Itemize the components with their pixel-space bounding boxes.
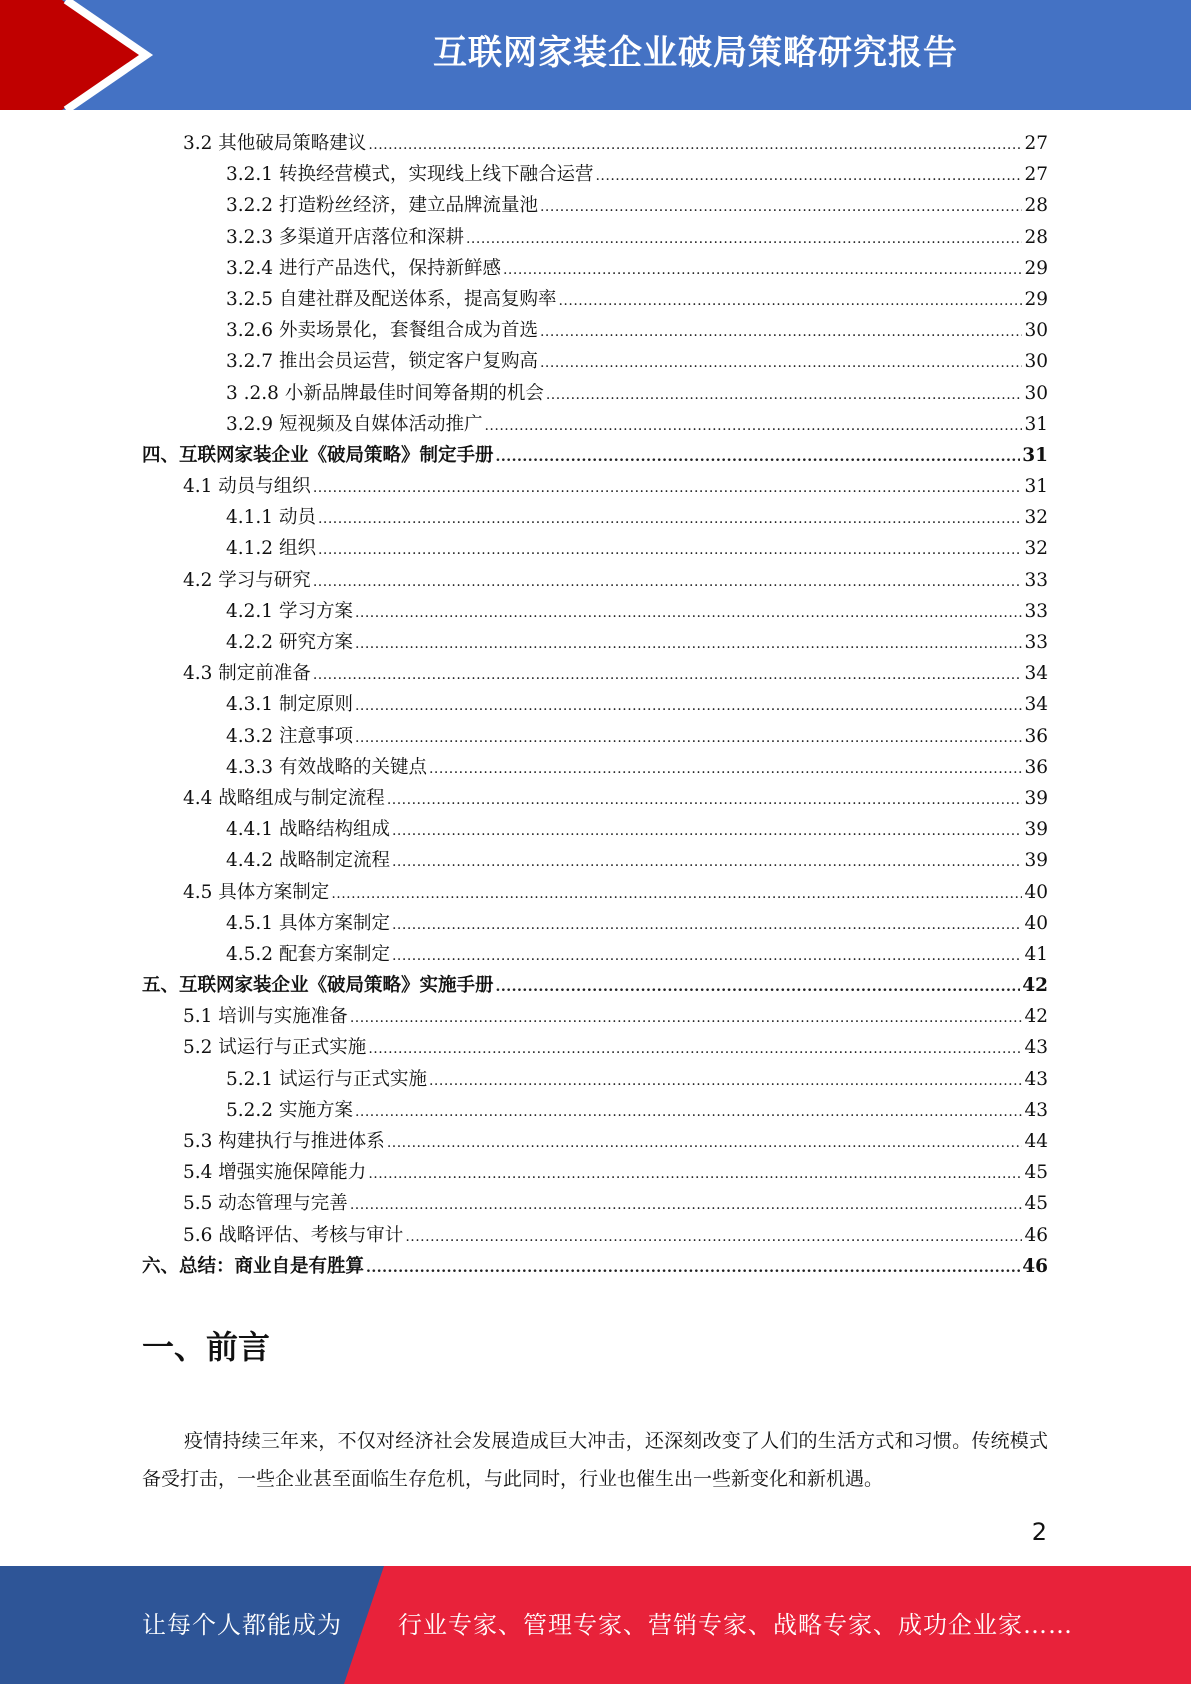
toc-entry-label: 五、互联网家装企业《破局策略》实施手册: [142, 975, 494, 997]
toc-leader-dots: [313, 565, 1023, 598]
toc-entry-page: 40: [1024, 912, 1048, 934]
toc-entry-page: 42: [1024, 1006, 1048, 1028]
toc-entry-page: 33: [1024, 632, 1048, 653]
toc-leader-dots: [368, 128, 1022, 161]
toc-entry[interactable]: [142, 845, 1048, 876]
toc-leader-dots: [540, 346, 1022, 379]
toc-entry-label: 5.2.2 实施方案: [226, 1099, 353, 1121]
toc-entry[interactable]: [142, 471, 1048, 502]
toc-leader-dots: [595, 159, 1022, 192]
toc-entry-page: 45: [1024, 1193, 1048, 1215]
toc-entry-label: 4.1 动员与组织: [183, 476, 311, 498]
toc-entry[interactable]: [142, 128, 1048, 159]
toc-entry[interactable]: [142, 190, 1048, 221]
toc-entry-page: 43: [1024, 1037, 1048, 1059]
toc-entry-label: 5.2 试运行与正式实施: [183, 1037, 367, 1059]
toc-entry-label: 4.1.1 动员: [226, 507, 316, 529]
toc-entry[interactable]: [142, 721, 1048, 752]
toc-entry[interactable]: [142, 440, 1048, 471]
toc-leader-dots: [546, 378, 1023, 411]
toc-entry-page: 46: [1024, 1224, 1048, 1246]
toc-entry-page: 29: [1024, 288, 1048, 310]
toc-entry-label: 4.3.1 制定原则: [226, 694, 353, 716]
toc-entry-label: 4.5.2 配套方案制定: [226, 943, 390, 965]
toc-entry[interactable]: [142, 253, 1048, 284]
toc-leader-dots: [496, 970, 1021, 1003]
toc-entry[interactable]: [142, 533, 1048, 564]
toc-entry[interactable]: [142, 1157, 1048, 1188]
toc-entry-label: 4.1.2 组织: [226, 538, 316, 560]
toc-entry-label: 5.2.1 试运行与正式实施: [226, 1068, 427, 1090]
toc-entry-label: 3.2.3 多渠道开店落位和深耕: [226, 226, 464, 248]
toc-entry-label: 3.2.5 自建社群及配送体系，提高复购率: [226, 288, 557, 310]
toc-entry-page: 36: [1024, 725, 1048, 747]
toc-entry-label: 3.2 其他破局策略建议: [183, 133, 367, 154]
toc-entry[interactable]: [142, 1095, 1048, 1126]
toc-leader-dots: [350, 1001, 1023, 1034]
toc-entry-page: 39: [1024, 850, 1048, 872]
toc-entry[interactable]: [142, 658, 1048, 689]
toc-entry-label: 3.2.2 打造粉丝经济，建立品牌流量池: [226, 195, 538, 217]
toc-entry-label: 5.5 动态管理与完善: [183, 1193, 348, 1215]
toc-entry-label: 5.4 增强实施保障能力: [183, 1162, 367, 1184]
toc-entry-label: 4.2 学习与研究: [183, 569, 311, 591]
toc-entry[interactable]: [142, 596, 1048, 627]
toc-leader-dots: [466, 222, 1022, 255]
toc-leader-dots: [331, 877, 1022, 910]
toc-entry[interactable]: [142, 1001, 1048, 1032]
toc-entry-page: 30: [1024, 382, 1048, 404]
toc-leader-dots: [387, 1126, 1023, 1159]
page-number: 2: [1031, 1518, 1047, 1546]
toc-entry-page: 32: [1024, 538, 1048, 560]
toc-entry-page: 42: [1022, 975, 1048, 997]
toc-leader-dots: [540, 315, 1022, 348]
toc-entry-page: 33: [1024, 600, 1048, 622]
toc-leader-dots: [368, 1157, 1022, 1190]
toc-entry-page: 34: [1024, 694, 1048, 716]
toc-entry-page: 36: [1024, 756, 1048, 778]
footer-slogan-right: 行业专家、管理专家、营销专家、战略专家、成功企业家……: [398, 1611, 1073, 1639]
toc-entry-label: 4.3.3 有效战略的关键点: [226, 756, 427, 778]
toc-entry[interactable]: [142, 1188, 1048, 1219]
toc-entry-label: 3.2.6 外卖场景化，套餐组合成为首选: [226, 320, 538, 342]
toc-entry[interactable]: [142, 284, 1048, 315]
toc-leader-dots: [318, 502, 1023, 535]
toc-entry-page: 27: [1024, 164, 1048, 186]
toc-entry-label: 4.2.1 学习方案: [226, 600, 353, 622]
toc-entry-page: 31: [1024, 413, 1048, 435]
toc-entry-page: 32: [1024, 507, 1048, 529]
body-paragraph: 疫情持续三年来，不仅对经济社会发展造成巨大冲击，还深刻改变了人们的生活方式和习惯。传统模式备受打击，一些企业甚至面临生存危机，与此同时，行业也催生出一些新变化和新机遇。: [142, 1430, 1048, 1490]
toc-leader-dots: [350, 1188, 1023, 1221]
toc-entry-label: 3 .2.8 小新品牌最佳时间筹备期的机会: [226, 382, 544, 404]
toc-leader-dots: [429, 752, 1022, 785]
toc-entry-label: 5.3 构建执行与推进体系: [183, 1131, 385, 1152]
toc-leader-dots: [355, 627, 1023, 660]
toc-leader-dots: [496, 440, 1021, 473]
toc-entry-page: 41: [1024, 943, 1048, 965]
toc-entry[interactable]: [142, 908, 1048, 939]
toc-entry-label: 4.4.1 战略结构组成: [226, 819, 390, 841]
header-banner: [0, 0, 1191, 110]
footer-banner: [0, 1566, 1191, 1684]
toc-entry[interactable]: [142, 315, 1048, 346]
toc-entry[interactable]: [142, 814, 1048, 845]
toc-leader-dots: [392, 908, 1022, 941]
toc-entry[interactable]: [142, 1251, 1048, 1282]
toc-entry[interactable]: [142, 970, 1048, 1001]
toc-entry-page: 28: [1024, 226, 1048, 248]
toc-entry[interactable]: [142, 1220, 1048, 1251]
footer-slogan-left: 让每个人都能成为: [142, 1611, 342, 1639]
toc-entry-label: 3.2.7 推出会员运营，锁定客户复购高: [226, 351, 538, 373]
toc-entry[interactable]: [142, 752, 1048, 783]
toc-leader-dots: [392, 845, 1022, 878]
toc-entry-page: 28: [1024, 195, 1048, 217]
toc-entry-page: 44: [1024, 1131, 1048, 1152]
toc-entry-label: 4.2.2 研究方案: [226, 632, 353, 653]
toc-leader-dots: [355, 1095, 1023, 1128]
toc-entry-page: 33: [1024, 569, 1048, 591]
toc-entry-label: 3.2.4 进行产品迭代，保持新鲜感: [226, 257, 501, 279]
toc-entry-page: 39: [1024, 787, 1048, 809]
toc-entry-label: 六、总结：商业自是有胜算: [142, 1255, 365, 1277]
toc-leader-dots: [313, 471, 1023, 504]
toc-entry[interactable]: [142, 346, 1048, 377]
toc-entry[interactable]: [142, 502, 1048, 533]
toc-entry-page: 27: [1024, 133, 1048, 154]
toc-leader-dots: [392, 814, 1022, 847]
toc-entry-page: 31: [1024, 476, 1048, 498]
toc-leader-dots: [405, 1220, 1022, 1253]
toc-leader-dots: [318, 533, 1023, 566]
toc-entry-label: 3.2.9 短视频及自媒体活动推广: [226, 413, 483, 435]
toc-leader-dots: [484, 409, 1022, 442]
toc-entry-label: 4.5.1 具体方案制定: [226, 912, 390, 934]
toc-entry-page: 40: [1024, 881, 1048, 903]
toc-entry[interactable]: [142, 1126, 1048, 1157]
toc-entry[interactable]: [142, 939, 1048, 970]
toc-leader-dots: [392, 939, 1022, 972]
toc-leader-dots: [368, 1032, 1022, 1065]
toc-leader-dots: [558, 284, 1022, 317]
toc-leader-dots: [387, 783, 1023, 816]
toc-leader-dots: [503, 253, 1022, 286]
toc-entry[interactable]: [142, 689, 1048, 720]
table-of-contents: [142, 128, 1048, 1282]
toc-entry[interactable]: [142, 783, 1048, 814]
toc-leader-dots: [429, 1064, 1022, 1097]
toc-leader-dots: [355, 721, 1023, 754]
toc-entry-label: 3.2.1 转换经营模式，实现线上线下融合运营: [226, 164, 594, 186]
toc-entry-label: 4.4.2 战略制定流程: [226, 850, 390, 872]
toc-entry[interactable]: [142, 222, 1048, 253]
toc-entry-label: 4.5 具体方案制定: [183, 881, 330, 903]
toc-entry-page: 30: [1024, 320, 1048, 342]
toc-entry-page: 46: [1022, 1255, 1048, 1277]
toc-entry[interactable]: [142, 627, 1048, 658]
toc-entry-label: 5.6 战略评估、考核与审计: [183, 1224, 404, 1246]
toc-leader-dots: [355, 596, 1023, 629]
toc-entry-page: 30: [1024, 351, 1048, 373]
toc-entry[interactable]: [142, 159, 1048, 190]
toc-entry-label: 4.3 制定前准备: [183, 663, 311, 685]
chevron-arrow-icon: [0, 0, 160, 110]
toc-entry-page: 29: [1024, 257, 1048, 279]
toc-entry-page: 31: [1022, 444, 1048, 466]
toc-entry-page: 43: [1024, 1068, 1048, 1090]
toc-entry-label: 四、互联网家装企业《破局策略》制定手册: [142, 444, 494, 466]
toc-entry-label: 5.1 培训与实施准备: [183, 1006, 348, 1028]
toc-entry-page: 45: [1024, 1162, 1048, 1184]
toc-leader-dots: [313, 658, 1023, 691]
toc-entry-label: 4.4 战略组成与制定流程: [183, 787, 385, 809]
toc-entry-label: 4.3.2 注意事项: [226, 725, 353, 747]
toc-entry[interactable]: [142, 378, 1048, 409]
toc-entry[interactable]: [142, 1064, 1048, 1095]
section-heading: 一、前言: [142, 1328, 271, 1366]
toc-leader-dots: [355, 689, 1023, 722]
toc-entry[interactable]: [142, 877, 1048, 908]
toc-leader-dots: [366, 1251, 1020, 1284]
toc-entry-page: 39: [1024, 819, 1048, 841]
toc-entry[interactable]: [142, 565, 1048, 596]
header-title: 互联网家装企业破局策略研究报告: [433, 33, 958, 73]
toc-leader-dots: [540, 190, 1022, 223]
toc-entry-page: 43: [1024, 1099, 1048, 1121]
toc-entry-page: 34: [1024, 663, 1048, 685]
toc-entry[interactable]: [142, 1032, 1048, 1063]
toc-entry[interactable]: [142, 409, 1048, 440]
